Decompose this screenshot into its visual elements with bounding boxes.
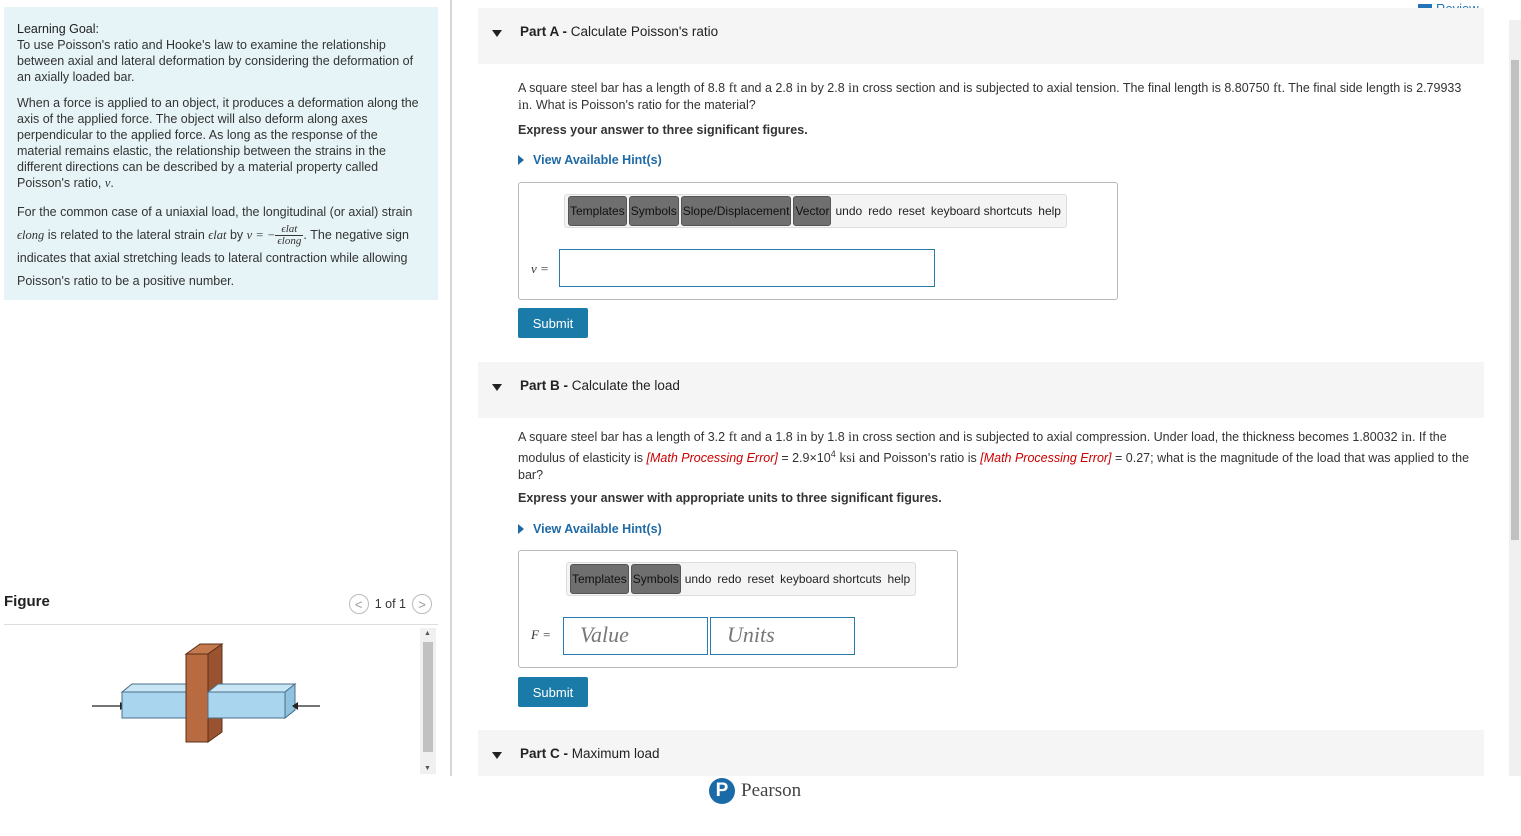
hint-triangle-icon bbox=[518, 155, 524, 165]
part-a-title bbox=[520, 24, 718, 39]
learning-goal-intro bbox=[17, 21, 425, 85]
reset-button[interactable]: reset bbox=[747, 572, 775, 586]
strain-paragraph bbox=[17, 201, 425, 293]
math-error-1: [Math Processing Error] bbox=[646, 451, 778, 466]
part-b-hint-label: View Available Hint(s) bbox=[533, 522, 662, 536]
period: . bbox=[110, 176, 114, 190]
main-scrollbar[interactable] bbox=[1509, 20, 1521, 776]
symbols-button[interactable]: Symbols bbox=[629, 196, 679, 226]
undo-button[interactable]: undo bbox=[835, 204, 863, 218]
poisson-paragraph bbox=[17, 95, 425, 191]
part-b-header[interactable] bbox=[478, 362, 1484, 418]
plate-front bbox=[186, 654, 208, 742]
part-c-label: Part C - bbox=[520, 746, 569, 761]
part-b-submit-button[interactable]: Submit bbox=[518, 677, 588, 707]
part-a-hint-link[interactable] bbox=[518, 153, 662, 167]
pearson-footer bbox=[709, 778, 801, 804]
nu-symbol: ν bbox=[104, 176, 111, 190]
part-b-math-toolbar bbox=[566, 562, 916, 596]
strain-text-d: . The negative sign indicates that axial stretching leads to lateral contraction while allowing Poisson's ratio to be a positive number. bbox=[17, 228, 409, 289]
steel-bar-figure bbox=[80, 640, 330, 750]
learning-goal-intro-text: To use Poisson's ratio and Hooke's law to examine the relationship between axial and lateral deformation by considering the deformation of an axially loaded bar. bbox=[17, 38, 414, 84]
left-panel bbox=[0, 0, 440, 836]
part-c-title bbox=[520, 746, 660, 761]
part-b-answer-box bbox=[518, 550, 958, 668]
part-a-header[interactable] bbox=[478, 8, 1484, 64]
next-figure-button[interactable]: > bbox=[412, 594, 432, 614]
part-b-title bbox=[520, 378, 680, 393]
part-b-label: Part B - bbox=[520, 378, 569, 393]
part-b-hint-link[interactable] bbox=[518, 522, 662, 536]
keyboard-shortcuts-button[interactable]: keyboard shortcuts bbox=[780, 572, 882, 586]
math-error-2: [Math Processing Error] bbox=[980, 451, 1112, 466]
strain-text-c: by bbox=[229, 228, 244, 242]
collapse-triangle-icon bbox=[492, 30, 502, 37]
redo-button[interactable]: redo bbox=[717, 572, 742, 586]
force-label: F = bbox=[531, 627, 551, 642]
part-a-math-toolbar bbox=[564, 194, 1067, 228]
panel-divider[interactable] bbox=[450, 0, 452, 776]
strain-text-a: For the common case of a uniaxial load, the longitudinal (or axial) strain bbox=[17, 205, 413, 219]
collapse-triangle-icon bbox=[492, 384, 502, 391]
part-b-question: A square steel bar has a length of 3.2 ft and a 1.8 in by 1.8 in cross section and is subjected to axial compression. Under load, the thickness becomes 1.80032 in. If the modulus of elasticity is [Math Processing Error] = $2.9\times 10^4$ ksi and Poisson's ratio is [Math Processing Error] = 0.27; what is the magnitude of the load that was applied to the bar? bbox=[518, 430, 1470, 483]
symbols-button[interactable]: Symbols bbox=[631, 564, 681, 594]
templates-button[interactable]: Templates bbox=[570, 564, 629, 594]
pearson-logo-icon: P bbox=[709, 778, 735, 804]
hint-triangle-icon bbox=[518, 524, 524, 534]
templates-button[interactable]: Templates bbox=[568, 196, 627, 226]
part-c-header[interactable] bbox=[478, 730, 1484, 776]
figure-scrollbar[interactable] bbox=[420, 628, 436, 774]
part-a-label: Part A - bbox=[520, 24, 568, 39]
help-button[interactable]: help bbox=[1038, 204, 1061, 218]
reset-button[interactable]: reset bbox=[898, 204, 925, 218]
part-a-instruction: Express your answer to three significant figures. bbox=[518, 123, 808, 137]
fraction-numerator: ϵlat bbox=[275, 224, 303, 236]
scroll-up-arrow-icon[interactable]: ▲ bbox=[424, 630, 431, 637]
part-a-question: A square steel bar has a length of 8.8 ft and a 2.8 in by 2.8 in cross section and is subjected to axial tension. The final length is 8.80750 ft. The final side length is 2.79933 in. What is Poisson's ratio for the material? bbox=[518, 81, 1462, 113]
poisson-paragraph-text: When a force is applied to an object, it produces a deformation along the axis of the applied force. The object will also deform along axes perpendicular to the applied force. As long as the response of the material remains elastic, the relationship between the strains in the different directions can be described by a material property called Poisson's ratio, bbox=[17, 96, 419, 190]
value-placeholder: Value bbox=[580, 622, 629, 647]
redo-button[interactable]: redo bbox=[868, 204, 893, 218]
collapse-triangle-icon bbox=[492, 752, 502, 759]
part-b-title-text: Calculate the load bbox=[571, 378, 680, 393]
part-c-title-text: Maximum load bbox=[571, 746, 660, 761]
figure-pager-text: 1 of 1 bbox=[374, 597, 406, 611]
slope-displacement-button[interactable]: Slope/Displacement bbox=[681, 196, 792, 226]
help-button[interactable]: help bbox=[887, 572, 911, 586]
part-a-hint-label: View Available Hint(s) bbox=[533, 153, 662, 167]
figure-pager bbox=[349, 594, 432, 614]
undo-button[interactable]: undo bbox=[684, 572, 712, 586]
nu-equation: ν = − bbox=[246, 228, 276, 242]
main-scroll-thumb[interactable] bbox=[1511, 60, 1519, 540]
figure-title: Figure bbox=[4, 593, 50, 610]
part-b-instruction: Express your answer with appropriate units to three significant figures. bbox=[518, 491, 942, 505]
pearson-brand: Pearson bbox=[741, 780, 802, 801]
scroll-down-arrow-icon[interactable]: ▼ bbox=[424, 765, 431, 772]
part-a-title-text: Calculate Poisson's ratio bbox=[570, 24, 719, 39]
fraction-denominator: ϵlong bbox=[277, 235, 302, 248]
nu-answer-input[interactable] bbox=[559, 249, 935, 287]
figure-scroll-thumb[interactable] bbox=[423, 642, 433, 752]
keyboard-shortcuts-button[interactable]: keyboard shortcuts bbox=[930, 204, 1033, 218]
eps-long-symbol: ϵlong bbox=[17, 228, 45, 242]
learning-goal-box bbox=[4, 7, 438, 300]
strain-text-b: is related to the lateral strain bbox=[47, 228, 205, 242]
units-input[interactable] bbox=[710, 617, 855, 655]
figure-header bbox=[4, 590, 438, 625]
prev-figure-button[interactable]: < bbox=[349, 594, 369, 614]
nu-label: ν = bbox=[531, 261, 549, 276]
vector-button[interactable]: Vector bbox=[793, 196, 831, 226]
learning-goal-heading: Learning Goal: bbox=[17, 22, 100, 36]
units-placeholder: Units bbox=[727, 622, 775, 647]
eps-lat-symbol: ϵlat bbox=[208, 228, 227, 242]
part-a-answer-box bbox=[518, 182, 1118, 300]
value-input[interactable] bbox=[563, 617, 708, 655]
strain-fraction bbox=[275, 224, 303, 247]
part-a-submit-button[interactable]: Submit bbox=[518, 308, 588, 338]
